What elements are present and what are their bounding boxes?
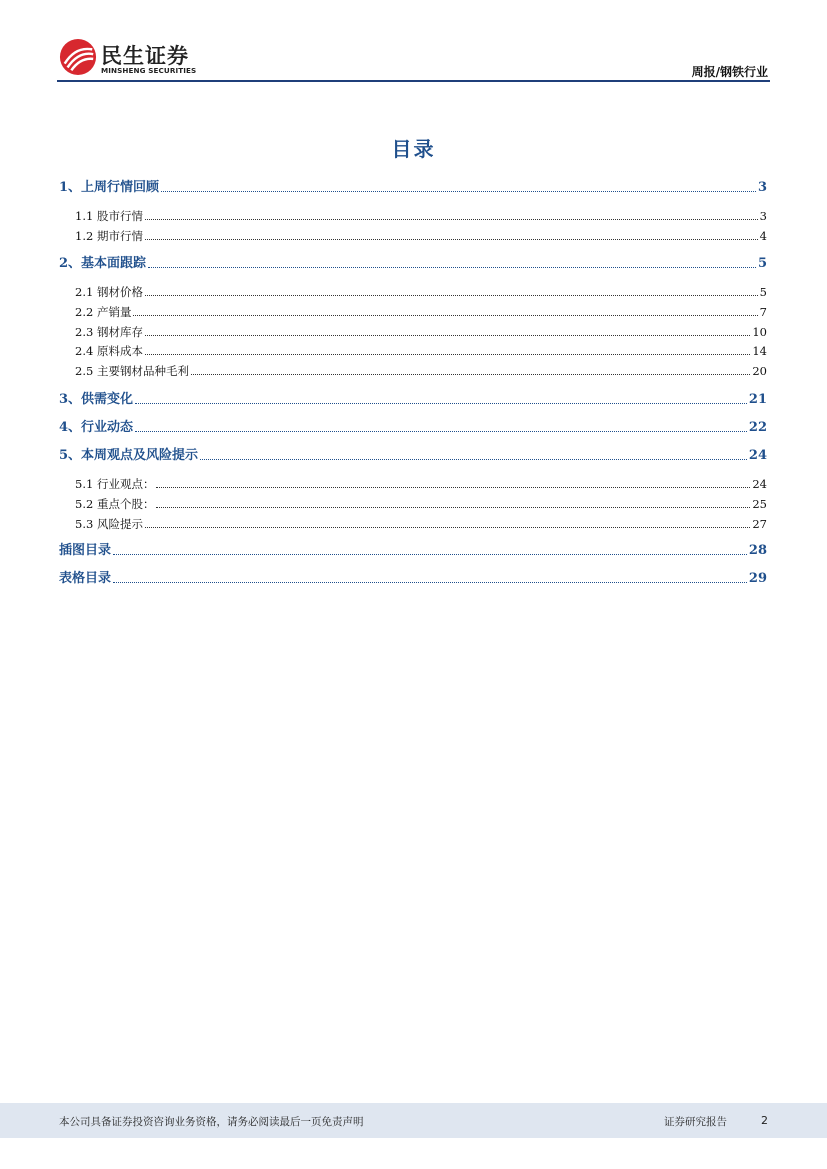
toc-leader-dots <box>200 455 747 460</box>
toc-entry-label: 1、上周行情回顾 <box>59 180 160 195</box>
toc-entry-table-index[interactable] <box>59 570 767 588</box>
toc-page-number: 20 <box>752 364 767 378</box>
toc-entry-label: 1.2 期市行情 <box>75 229 143 243</box>
header-divider <box>57 80 770 82</box>
toc-entry-2-1[interactable] <box>75 283 767 301</box>
toc-entry-section-4[interactable] <box>59 419 767 437</box>
toc-entry-section-1[interactable] <box>59 179 767 197</box>
toc-leader-dots <box>148 263 756 268</box>
toc-page-number: 25 <box>752 497 767 511</box>
toc-leader-dots <box>145 235 758 240</box>
logo-chinese-name: 民生证券 <box>101 44 189 68</box>
toc-page-number: 5 <box>759 285 767 299</box>
toc-entry-2-4[interactable] <box>75 342 767 360</box>
logo-english-name: MINSHENG SECURITIES <box>101 66 197 75</box>
page-header <box>57 36 770 80</box>
toc-entry-label: 5.2 重点个股： <box>75 497 155 511</box>
toc-leader-dots <box>191 370 750 375</box>
toc-entry-2-3[interactable] <box>75 323 767 341</box>
toc-entry-2-2[interactable] <box>75 303 767 321</box>
footer-page-number: 2 <box>761 1114 768 1127</box>
toc-title: 目录 <box>391 137 436 161</box>
toc-entry-label: 2.1 钢材价格 <box>75 285 143 299</box>
toc-page-number: 29 <box>748 571 767 586</box>
toc-leader-dots <box>135 427 747 432</box>
toc-entry-label: 插图目录 <box>59 543 112 558</box>
toc-page-number: 3 <box>759 209 767 223</box>
toc-page-number: 22 <box>748 420 767 435</box>
toc-leader-dots <box>113 550 747 555</box>
footer-document-type: 证券研究报告 <box>664 1116 727 1128</box>
toc-entry-label: 1.1 股市行情 <box>75 209 143 223</box>
toc-entry-2-5[interactable] <box>75 362 767 380</box>
toc-entry-1-1[interactable] <box>75 207 767 225</box>
toc-entry-label: 2、基本面跟踪 <box>59 256 147 271</box>
toc-leader-dots <box>113 578 747 583</box>
toc-entry-label: 5.1 行业观点： <box>75 477 155 491</box>
toc-page-number: 21 <box>748 392 767 407</box>
toc-page-number: 24 <box>748 448 767 463</box>
toc-entry-label: 2.5 主要钢材品种毛利 <box>75 364 189 378</box>
toc-entry-section-3[interactable] <box>59 391 767 409</box>
toc-entry-label: 表格目录 <box>59 571 112 586</box>
toc-entry-label: 5.3 风险提示 <box>75 517 143 531</box>
toc-leader-dots <box>161 187 756 192</box>
toc-leader-dots <box>156 503 750 508</box>
minsheng-logo-icon <box>59 38 97 76</box>
toc-leader-dots <box>133 311 757 316</box>
toc-leader-dots <box>145 215 758 220</box>
toc-entry-figure-index[interactable] <box>59 542 767 560</box>
toc-leader-dots <box>135 399 747 404</box>
toc-page-number: 28 <box>748 543 767 558</box>
toc-page-number: 24 <box>752 477 767 491</box>
toc-page-number: 3 <box>757 180 767 195</box>
toc-entry-section-5[interactable] <box>59 447 767 465</box>
toc-entry-1-2[interactable] <box>75 227 767 245</box>
toc-page-number: 5 <box>757 256 767 271</box>
toc-entry-label: 4、行业动态 <box>59 420 134 435</box>
toc-leader-dots <box>156 483 750 488</box>
toc-entry-5-1[interactable] <box>75 475 767 493</box>
footer-disclaimer: 本公司具备证券投资咨询业务资格，请务必阅读最后一页免责声明 <box>59 1116 364 1128</box>
toc-entry-label: 2.4 原料成本 <box>75 344 143 358</box>
toc-leader-dots <box>145 291 758 296</box>
toc-page-number: 7 <box>759 305 767 319</box>
toc-leader-dots <box>145 523 750 528</box>
toc-entry-label: 3、供需变化 <box>59 392 134 407</box>
toc-page-number: 4 <box>759 229 767 243</box>
toc-entry-label: 5、本周观点及风险提示 <box>59 448 199 463</box>
toc-entry-section-2[interactable] <box>59 255 767 273</box>
toc-page-number: 14 <box>752 344 767 358</box>
report-type-label: 周报/钢铁行业 <box>691 65 768 79</box>
toc-page-number: 27 <box>752 517 767 531</box>
toc-page-number: 10 <box>752 325 767 339</box>
toc-leader-dots <box>145 331 750 336</box>
toc-entry-5-2[interactable] <box>75 495 767 513</box>
toc-entry-label: 2.3 钢材库存 <box>75 325 143 339</box>
toc-entry-5-3[interactable] <box>75 515 767 533</box>
toc-entry-label: 2.2 产销量 <box>75 305 132 319</box>
toc-leader-dots <box>145 350 750 355</box>
